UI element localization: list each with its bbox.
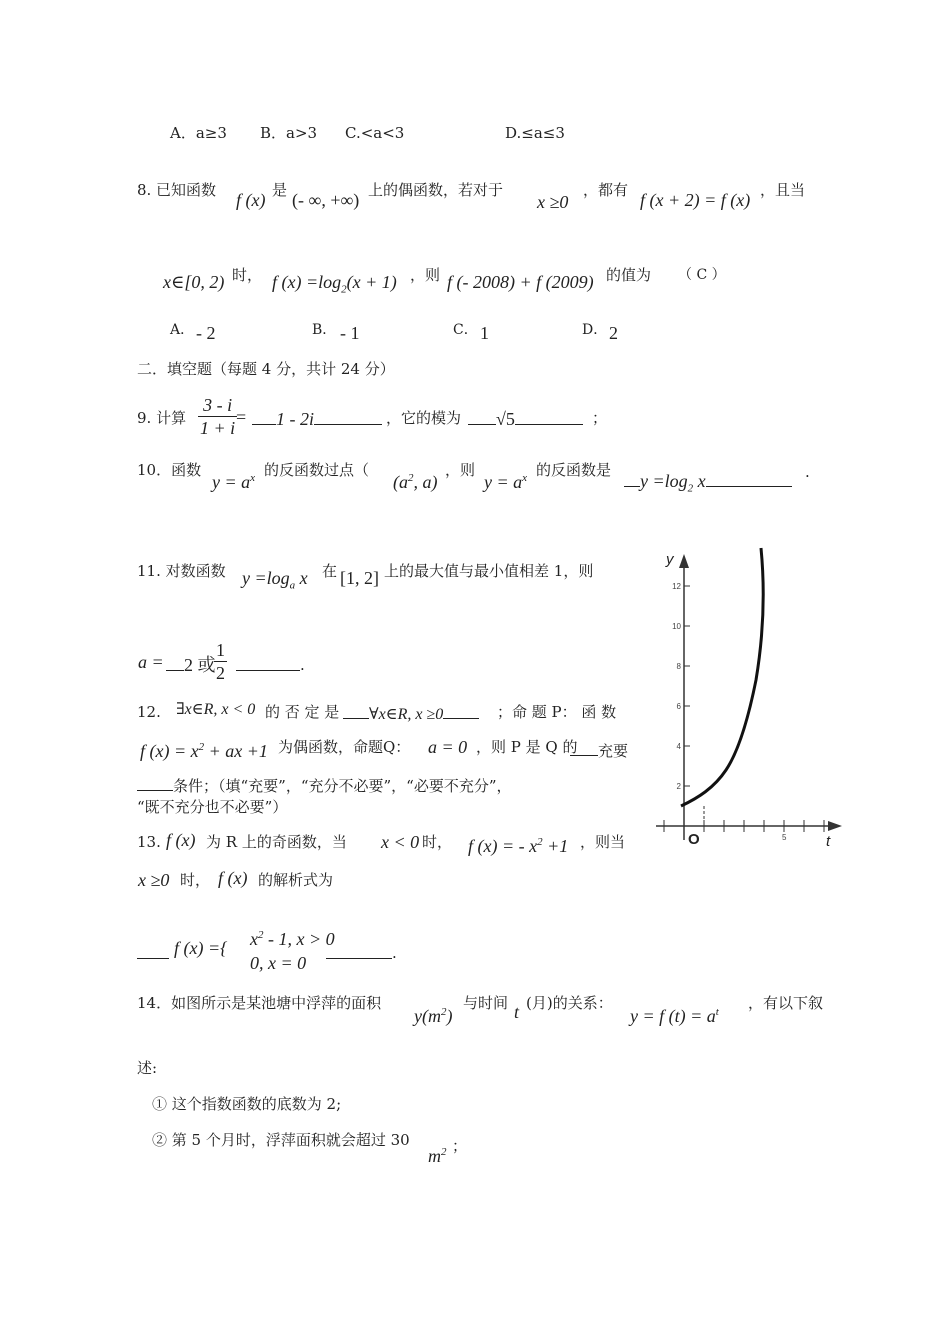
q11-interval: [1, 2] (340, 568, 379, 588)
q8-text-2: 是 (272, 181, 288, 199)
q11-answer-line (166, 652, 216, 676)
q11-fraction-numerator: 1 (216, 640, 225, 660)
q14-text-2: (月)的关系： (526, 994, 613, 1012)
y-axis-ticks (684, 586, 690, 786)
q8-option-d-label: D． (582, 322, 608, 338)
q12-proposition: ∃x∈R, x < 0 (176, 701, 256, 718)
q8-option-a-label: A． (170, 322, 195, 338)
y-axis-arrow (679, 554, 689, 568)
q13-label: 13. (137, 833, 161, 851)
q13-end: . (392, 944, 397, 962)
q9-answer-1: 1 - 2i (276, 409, 314, 429)
y-tick-label: 8 (676, 662, 681, 671)
y-tick-label: 4 (676, 742, 681, 751)
q8-number: 8. (137, 181, 152, 199)
q8-text-4: ，都有 (583, 181, 629, 199)
q7-option-b: B．a>3 (260, 124, 318, 142)
q12-text-2: ；命 题 P： 函 数 (497, 703, 617, 721)
q8-text-5: ，且当 (760, 181, 806, 199)
q14-relation: y = f $(t) = a^t$ (630, 1006, 719, 1026)
q10-point: ($a^2$, a) (393, 472, 438, 492)
q13-text-2: 时， (422, 833, 453, 851)
q13-text-4: 时， (180, 871, 211, 889)
q8-definition: f $(x) =\log_2(x + 1)$ (272, 272, 397, 296)
q12-answer-line (343, 700, 479, 725)
q13-text-5: 的解析式为 (258, 871, 334, 889)
origin-label: O (688, 831, 700, 848)
q10-answer: $y =\log_2$ x (640, 471, 706, 495)
q8-fx: f (x) (236, 190, 266, 210)
q11-function: $y =\log_a$ x (242, 568, 308, 592)
q8-text-3: 上的偶函数，若对于 (368, 181, 504, 199)
q9-answer-2-line (468, 406, 583, 430)
q13-definition: f (x) = - $x^2 +1$ (468, 836, 569, 856)
q10-text-2: ，则 (445, 461, 476, 479)
q13-condition-2: x ≥0 (138, 870, 170, 890)
q8-expression: f (- 2008) + f (2009) (447, 272, 594, 292)
q13-text-3: ，则当 (580, 833, 626, 851)
exponential-curve (681, 548, 763, 806)
q8-condition: x ≥0 (537, 192, 569, 212)
q10-label: 10．函数 (137, 461, 202, 479)
y-tick-label: 10 (672, 622, 681, 631)
q14-item-2: ② 第 5 个月时，浮萍面积就会超过 30 (152, 1131, 410, 1149)
q10-text-1: 的反函数过点（ (264, 461, 370, 479)
q8-period: f (x + 2) = f (x) (640, 190, 751, 210)
q9-label: 9. 计算 (137, 409, 187, 427)
q13-answer-case-1: $x^2 - 1$, x > 0 (250, 929, 335, 949)
q12-q: a = 0 (428, 737, 468, 757)
q10-function: $y = a^x$ (212, 472, 256, 492)
q8-option-c: 1 (480, 323, 489, 343)
q9-fraction-numerator: 3 - i (198, 394, 237, 417)
q9-end: ； (592, 409, 608, 427)
q13-blank-start (137, 940, 169, 964)
q14-item-2-end: ； (452, 1137, 468, 1155)
q11-blank-end (236, 652, 300, 676)
q13-fx-2: f (x) (218, 868, 248, 888)
q9-fraction-denominator: 1 + i (200, 418, 236, 438)
q7-option-d: D.≤a≤3 (505, 124, 565, 142)
x-axis-label: t (826, 833, 831, 850)
q14-text-3: ，有以下叙 (748, 994, 824, 1012)
q11-a-equals: a = (138, 652, 164, 672)
q13-text-1: 为 R 上的奇函数，当 (206, 833, 347, 851)
q13-answer-fx: f (x) ={ (174, 938, 228, 958)
q10-text-3: 的反函数是 (536, 461, 612, 479)
q14-item-2-unit: $m^2$ (428, 1146, 447, 1166)
y-tick-label: 2 (676, 782, 681, 791)
q12-text-3: 为偶函数，命题Q： (278, 738, 411, 756)
q7-option-a: A．a≥3 (170, 124, 227, 142)
q7-option-c: C.<a<3 (345, 124, 405, 142)
q14-text-1: 与时间 (463, 994, 509, 1012)
q11-fraction-denominator: 2 (216, 663, 225, 683)
q8-option-c-label: C． (453, 322, 478, 338)
q8-domain: (- ∞, +∞) (292, 190, 360, 210)
q13-fx: f (x) (166, 830, 196, 850)
q10-end: . (805, 463, 810, 481)
q13-answer-case-2: 0, x = 0 (250, 953, 307, 973)
q11-fraction (214, 639, 227, 684)
q10-function-2: $y = a^x$ (484, 472, 528, 492)
x-tick-label: 5 (782, 833, 787, 842)
q12-text-5: 条件；（填“充要”，“充分不必要”，“必要不充分”， (173, 777, 512, 795)
q12-text-6: “既不充分也不必要”） (137, 798, 288, 816)
q12-label: 12. (137, 703, 161, 721)
q12-function: f $(x) = x^2$ + ax +1 (140, 741, 268, 761)
q9-answer-2: √5 (496, 409, 515, 429)
q8-option-b-label: B． (312, 322, 337, 338)
floating-plant-graph (648, 540, 848, 860)
q8-answer: （ C ） (678, 267, 726, 283)
q8-text-8: 的值为 (606, 266, 652, 284)
q11-end: . (300, 656, 305, 674)
q9-equals: = (236, 407, 247, 427)
q8-option-d: 2 (609, 323, 618, 343)
q14-item-1: ① 这个指数函数的底数为 2; (152, 1095, 342, 1113)
q8-option-a: - 2 (196, 323, 216, 343)
q8-text-6: 时， (232, 266, 263, 284)
q12-answer: ∀x∈R, x ≥0 (369, 706, 444, 723)
q11-text-1: 在 (322, 562, 338, 580)
q9-fraction (198, 394, 237, 439)
y-tick-label: 12 (672, 582, 681, 591)
q12-answer-2: 充要 (598, 742, 629, 760)
q13-blank-end (326, 940, 392, 964)
q11-label: 11. 对数函数 (137, 562, 226, 580)
q13-condition: x < 0 (381, 832, 420, 852)
q14-area: $y(m^2)$ (414, 1006, 453, 1026)
q14-time: t (514, 1002, 520, 1022)
q8-interval: x∈[0, 2) (163, 272, 225, 292)
q11-answer: 2 或 (184, 655, 216, 675)
section-2-heading: 二．填空题（每题 4 分，共计 24 分） (137, 360, 395, 378)
q9-answer-1-line (252, 406, 382, 430)
y-axis-label: y (666, 551, 674, 568)
q8-text-7: ，则 (410, 266, 441, 284)
y-tick-label: 6 (676, 702, 681, 711)
q8-option-b: - 1 (340, 323, 360, 343)
q14-label: 14．如图所示是某池塘中浮萍的面积 (137, 994, 382, 1012)
q10-answer-line (624, 468, 792, 499)
q12-answer-2-line (570, 737, 628, 761)
q12-text-1: 的 否 定 是 (265, 703, 340, 721)
q14-text-4: 述: (137, 1059, 158, 1077)
q12-text-5-line (137, 772, 512, 796)
q11-text-2: 上的最大值与最小值相差 1，则 (384, 562, 594, 580)
q9-mid: ，它的模为 (386, 409, 462, 427)
q12-text-4: ，则 P 是 Q 的 (476, 738, 578, 756)
q8-text-1: 已知函数 (156, 181, 217, 199)
x-axis-arrow (828, 821, 842, 831)
